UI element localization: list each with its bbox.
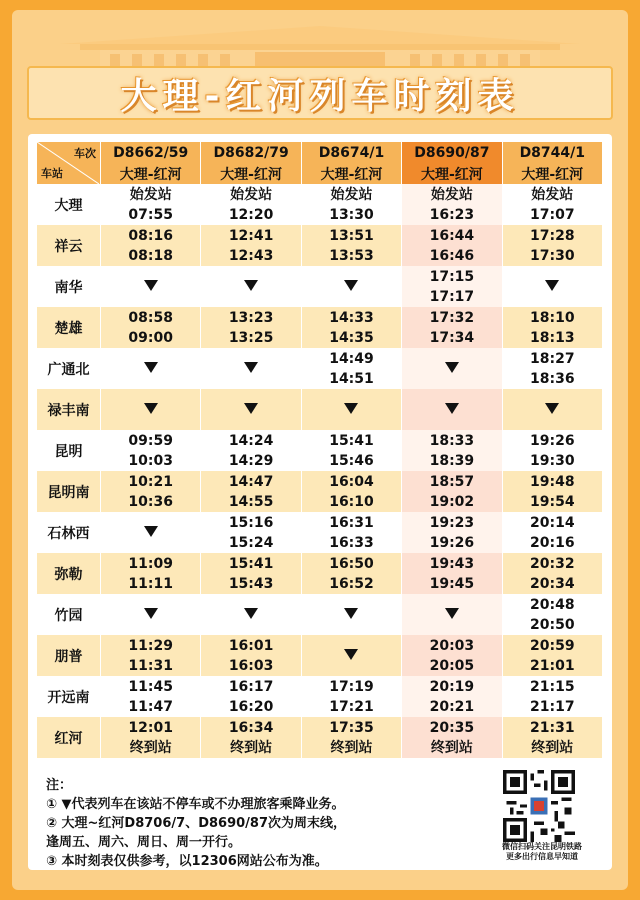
departure-time: 16:46: [429, 247, 475, 264]
timetable-cell: [502, 676, 602, 717]
timetable-cell: [502, 553, 602, 594]
departure-time: 17:30: [530, 247, 575, 264]
arrival-time: 始发站: [330, 186, 373, 203]
station-name: 弥勒: [37, 553, 101, 594]
departure-time: 09:00: [128, 329, 173, 346]
timetable-cell: [101, 512, 201, 553]
train-number: D8674/1: [301, 142, 401, 163]
qr-code-icon[interactable]: [503, 770, 575, 842]
arrival-time: 14:33: [329, 309, 374, 326]
qr-caption: [480, 842, 604, 862]
departure-time: 17:21: [329, 698, 374, 715]
arrival-time: 19:48: [530, 473, 575, 490]
no-stop-icon: [144, 403, 158, 414]
departure-time: 19:26: [429, 534, 475, 551]
no-stop-icon: [344, 280, 358, 291]
timetable-cell: [402, 594, 502, 635]
train-number: D8744/1: [502, 142, 602, 163]
qr-caption-line: 更多出行信息早知道: [506, 852, 578, 861]
timetable-cell: [101, 184, 201, 225]
timetable-cell: [201, 471, 301, 512]
table-row: [37, 471, 603, 512]
table-row: [37, 266, 603, 307]
departure-time: 07:55: [128, 206, 173, 223]
timetable-cell: [502, 430, 602, 471]
departure-time: 10:03: [128, 452, 173, 469]
station-name: 昆明南: [37, 471, 101, 512]
arrival-time: 18:27: [530, 350, 575, 367]
arrival-time: 12:41: [228, 227, 274, 244]
arrival-time: 15:41: [329, 432, 374, 449]
timetable-body: [37, 184, 603, 758]
timetable-cell: [101, 307, 201, 348]
title-banner: [27, 66, 613, 120]
timetable-cell: [101, 266, 201, 307]
timetable-cell: [301, 348, 401, 389]
timetable-cell: [201, 389, 301, 430]
train-number: D8690/87: [402, 142, 502, 163]
arrival-time: 10:21: [128, 473, 173, 490]
departure-time: 17:17: [429, 288, 475, 305]
qr-caption-line: 微信扫码关注昆明铁路: [502, 842, 582, 851]
timetable-cell: [201, 717, 301, 758]
departure-time: 12:43: [228, 247, 274, 264]
station-name: 朋普: [37, 635, 101, 676]
timetable-cell: [201, 635, 301, 676]
timetable-cell: [201, 594, 301, 635]
arrival-time: 始发站: [430, 186, 473, 203]
table-row: [37, 553, 603, 594]
arrival-time: 16:17: [228, 678, 274, 695]
timetable-cell: [201, 348, 301, 389]
departure-time: 14:35: [329, 329, 374, 346]
departure-time: 终到站: [531, 739, 574, 756]
arrival-time: 20:19: [429, 678, 475, 695]
timetable-cell: [502, 635, 602, 676]
timetable-cell: [402, 676, 502, 717]
arrival-time: 18:33: [429, 432, 475, 449]
no-stop-icon: [545, 403, 559, 414]
arrival-time: 17:35: [329, 719, 374, 736]
train-route: 大理-红河: [402, 163, 502, 184]
departure-time: 20:50: [530, 616, 575, 633]
no-stop-icon: [144, 280, 158, 291]
arrival-time: 19:23: [429, 514, 475, 531]
table-row: [37, 512, 603, 553]
arrival-time: 19:26: [530, 432, 575, 449]
arrival-time: 20:14: [530, 514, 575, 531]
timetable-cell: [301, 184, 401, 225]
timetable-cell: [502, 266, 602, 307]
arrival-time: 11:09: [128, 555, 173, 572]
timetable-cell: [101, 635, 201, 676]
arrival-time: 08:16: [128, 227, 173, 244]
train-number: D8662/59: [101, 142, 201, 163]
train-route: 大理-红河: [201, 163, 301, 184]
departure-time: 20:05: [429, 657, 475, 674]
departure-time: 16:52: [329, 575, 374, 592]
timetable-cell: [402, 635, 502, 676]
timetable-cell: [101, 676, 201, 717]
arrival-time: 20:32: [530, 555, 575, 572]
timetable-cell: [502, 594, 602, 635]
timetable-cell: [402, 225, 502, 266]
departure-time: 18:39: [429, 452, 475, 469]
timetable-cell: [201, 266, 301, 307]
arrival-time: 16:31: [329, 514, 374, 531]
no-stop-icon: [244, 280, 258, 291]
timetable-cell: [301, 225, 401, 266]
timetable-cell: [301, 389, 401, 430]
no-stop-icon: [244, 608, 258, 619]
timetable-cell: [301, 717, 401, 758]
timetable-cell: [502, 389, 602, 430]
train-route: 大理-红河: [301, 163, 401, 184]
arrival-time: 始发站: [230, 186, 273, 203]
departure-time: 16:20: [228, 698, 274, 715]
departure-time: 16:03: [228, 657, 274, 674]
timetable-cell: [402, 184, 502, 225]
timetable-cell: [101, 430, 201, 471]
no-stop-icon: [445, 362, 459, 373]
table-row: [37, 676, 603, 717]
arrival-time: 14:24: [228, 432, 274, 449]
station-name: 南华: [37, 266, 101, 307]
timetable-cell: [101, 553, 201, 594]
timetable-cell: [201, 676, 301, 717]
no-stop-icon: [144, 362, 158, 373]
header-corner: [37, 142, 101, 184]
arrival-time: 16:44: [429, 227, 475, 244]
departure-time: 14:51: [329, 370, 374, 387]
no-stop-icon: [445, 403, 459, 414]
timetable-cell: [301, 266, 401, 307]
departure-time: 21:17: [530, 698, 575, 715]
station-name: 大理: [37, 184, 101, 225]
station-name: 广通北: [37, 348, 101, 389]
timetable-cell: [402, 307, 502, 348]
arrival-time: 16:04: [329, 473, 374, 490]
note-line: ① ▼代表列车在该站不停车或不办理旅客乘降业务。: [46, 797, 345, 812]
timetable-cell: [301, 635, 401, 676]
arrival-time: 13:23: [228, 309, 274, 326]
no-stop-icon: [545, 280, 559, 291]
arrival-time: 始发站: [531, 186, 574, 203]
departure-time: 13:30: [329, 206, 374, 223]
timetable-cell: [402, 512, 502, 553]
timetable-cell: [301, 471, 401, 512]
arrival-time: 20:59: [530, 637, 575, 654]
timetable-cell: [402, 348, 502, 389]
timetable-cell: [201, 553, 301, 594]
arrival-time: 20:03: [429, 637, 475, 654]
departure-time: 15:46: [329, 452, 374, 469]
arrival-time: 11:45: [128, 678, 173, 695]
arrival-time: 15:16: [228, 514, 274, 531]
notes: [46, 776, 486, 871]
departure-time: 20:34: [530, 575, 575, 592]
arrival-time: 21:15: [530, 678, 575, 695]
no-stop-icon: [445, 608, 459, 619]
timetable-cell: [201, 430, 301, 471]
arrival-time: 17:28: [530, 227, 575, 244]
no-stop-icon: [144, 608, 158, 619]
table-row: [37, 389, 603, 430]
timetable-card: [28, 134, 612, 870]
timetable-cell: [402, 471, 502, 512]
departure-time: 终到站: [330, 739, 373, 756]
table-row: [37, 225, 603, 266]
note-line: ② 大理~红河D8706/7、D8690/87次为周末线，: [46, 816, 347, 831]
timetable-cell: [101, 594, 201, 635]
departure-time: 17:34: [429, 329, 475, 346]
departure-time: 17:07: [530, 206, 575, 223]
departure-time: 16:10: [329, 493, 374, 510]
table-row: [37, 635, 603, 676]
departure-time: 终到站: [430, 739, 473, 756]
train-number-label: 车次: [74, 147, 97, 160]
departure-time: 19:30: [530, 452, 575, 469]
timetable-cell: [301, 430, 401, 471]
station-name: 石林西: [37, 512, 101, 553]
no-stop-icon: [344, 608, 358, 619]
arrival-time: 19:43: [429, 555, 475, 572]
timetable-cell: [502, 348, 602, 389]
timetable-cell: [402, 266, 502, 307]
station-label: 车站: [41, 167, 63, 180]
departure-time: 19:45: [429, 575, 475, 592]
table-row: [37, 717, 603, 758]
table-row: [37, 307, 603, 348]
station-name: 祥云: [37, 225, 101, 266]
timetable-cell: [502, 225, 602, 266]
arrival-time: 08:58: [128, 309, 173, 326]
departure-time: 11:31: [128, 657, 173, 674]
departure-time: 08:18: [128, 247, 173, 264]
notes-heading: 注：: [46, 778, 73, 793]
timetable-cell: [101, 717, 201, 758]
train-route: 大理-红河: [101, 163, 201, 184]
qr-block: [480, 770, 604, 860]
arrival-time: 17:15: [429, 268, 475, 285]
table-row: [37, 348, 603, 389]
no-stop-icon: [244, 362, 258, 373]
departure-time: 终到站: [230, 739, 273, 756]
departure-time: 20:21: [429, 698, 475, 715]
timetable-cell: [402, 553, 502, 594]
timetable-cell: [502, 184, 602, 225]
departure-time: 16:33: [329, 534, 374, 551]
arrival-time: 17:19: [329, 678, 374, 695]
departure-time: 终到站: [129, 739, 172, 756]
departure-time: 15:24: [228, 534, 274, 551]
departure-time: 11:11: [128, 575, 173, 592]
arrival-time: 16:50: [329, 555, 374, 572]
no-stop-icon: [144, 526, 158, 537]
arrival-time: 16:34: [228, 719, 274, 736]
arrival-time: 15:41: [228, 555, 274, 572]
train-route: 大理-红河: [502, 163, 602, 184]
timetable-cell: [502, 307, 602, 348]
timetable-cell: [301, 553, 401, 594]
station-name: 昆明: [37, 430, 101, 471]
timetable-cell: [301, 512, 401, 553]
no-stop-icon: [344, 403, 358, 414]
table-row: [37, 184, 603, 225]
arrival-time: 17:32: [429, 309, 475, 326]
arrival-time: 18:10: [530, 309, 575, 326]
table-row: [37, 594, 603, 635]
timetable-cell: [301, 307, 401, 348]
arrival-time: 16:01: [228, 637, 274, 654]
timetable-cell: [402, 717, 502, 758]
arrival-time: 20:48: [530, 596, 575, 613]
arrival-time: 14:49: [329, 350, 374, 367]
timetable-cell: [301, 676, 401, 717]
arrival-time: 12:01: [128, 719, 173, 736]
timetable-cell: [201, 307, 301, 348]
timetable-cell: [101, 471, 201, 512]
station-name: 红河: [37, 717, 101, 758]
arrival-time: 18:57: [429, 473, 475, 490]
arrival-time: 始发站: [129, 186, 172, 203]
timetable-cell: [301, 594, 401, 635]
note-line: ③ 本时刻表仅供参考，以12306网站公布为准。: [46, 854, 328, 869]
arrival-time: 14:47: [228, 473, 274, 490]
departure-time: 13:25: [228, 329, 274, 346]
timetable-cell: [502, 471, 602, 512]
timetable-cell: [502, 512, 602, 553]
timetable-cell: [101, 348, 201, 389]
timetable-cell: [402, 430, 502, 471]
timetable: [37, 142, 603, 758]
arrival-time: 20:35: [429, 719, 475, 736]
departure-time: 10:36: [128, 493, 173, 510]
arrival-time: 09:59: [128, 432, 173, 449]
timetable-cell: [201, 512, 301, 553]
departure-time: 21:01: [530, 657, 575, 674]
arrival-time: 13:51: [329, 227, 374, 244]
departure-time: 19:54: [530, 493, 575, 510]
no-stop-icon: [344, 649, 358, 660]
note-line: 逢周五、周六、周日、周一开行。: [46, 835, 242, 850]
departure-time: 12:20: [228, 206, 274, 223]
table-row: [37, 430, 603, 471]
station-name: 楚雄: [37, 307, 101, 348]
timetable-cell: [101, 225, 201, 266]
timetable-cell: [201, 184, 301, 225]
station-name: 竹园: [37, 594, 101, 635]
timetable-cell: [201, 225, 301, 266]
timetable-cell: [502, 717, 602, 758]
departure-time: 16:23: [429, 206, 475, 223]
timetable-cell: [402, 389, 502, 430]
no-stop-icon: [244, 403, 258, 414]
station-name: 开远南: [37, 676, 101, 717]
departure-time: 19:02: [429, 493, 475, 510]
departure-time: 15:43: [228, 575, 274, 592]
station-name: 禄丰南: [37, 389, 101, 430]
departure-time: 14:29: [228, 452, 274, 469]
departure-time: 11:47: [128, 698, 173, 715]
departure-time: 18:36: [530, 370, 575, 387]
departure-time: 20:16: [530, 534, 575, 551]
timetable-cell: [101, 389, 201, 430]
train-number: D8682/79: [201, 142, 301, 163]
arrival-time: 11:29: [128, 637, 173, 654]
departure-time: 13:53: [329, 247, 374, 264]
arrival-time: 21:31: [530, 719, 575, 736]
departure-time: 18:13: [530, 329, 575, 346]
departure-time: 14:55: [228, 493, 274, 510]
page-title: 大理-红河列车时刻表: [120, 75, 520, 117]
